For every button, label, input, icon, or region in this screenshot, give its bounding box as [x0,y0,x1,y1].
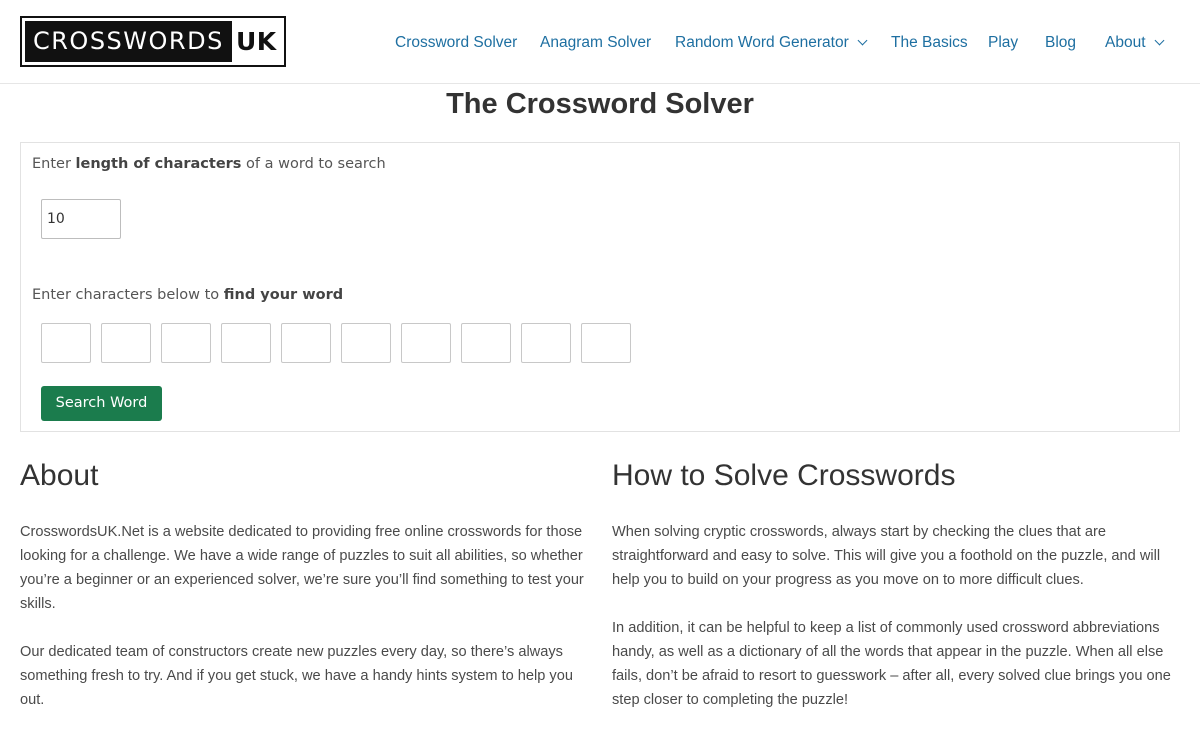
char-input-6[interactable] [341,323,391,363]
char-input-3[interactable] [161,323,211,363]
logo-suffix: UK [236,27,277,56]
char-input-1[interactable] [41,323,91,363]
how-to-section [612,458,1182,708]
about-section [20,458,590,708]
character-inputs [41,323,641,363]
nav-blog[interactable]: Blog [1045,34,1077,51]
nav-random-word-generator[interactable]: Random Word Generator [675,32,866,54]
search-word-button[interactable]: Search Word [41,386,162,421]
about-heading: About [20,459,99,492]
main-nav [380,0,1180,84]
word-length-input[interactable] [41,199,121,239]
nav-play[interactable]: Play [988,34,1019,51]
how-to-heading: How to Solve Crosswords [612,459,956,492]
site-header [0,0,1200,84]
length-label: Enter length of characters of a word to search [32,156,386,172]
char-input-4[interactable] [221,323,271,363]
about-paragraph: CrosswordsUK.Net is a website dedicated to providing free online crosswords for those looking for a challenge. We have a wide range of puzzles to suit all abilities, so whether you’re a beginner or an experienced solver, we’re sure you’ll find something to test your skills. [20,524,584,612]
nav-anagram-solver[interactable]: Anagram Solver [540,34,652,51]
characters-label: Enter characters below to find your word [32,287,344,303]
crossword-search-form [20,142,1180,432]
char-input-10[interactable] [581,323,631,363]
nav-the-basics[interactable]: The Basics [891,34,968,51]
nav-about[interactable]: About [1105,32,1163,54]
char-input-8[interactable] [461,323,511,363]
how-to-paragraph: In addition, it can be helpful to keep a list of commonly used crossword abbreviations handy, as well as a dictionary of all the words that appear in the puzzle. When all else fails, don’t be afraid to resort to guesswork – after all, every solved clue brings you one step closer to completing the puzzle! [612,620,1171,708]
how-to-paragraph: When solving cryptic crosswords, always start by checking the clues that are straightforward and easy to solve. This will give you a foothold on the puzzle, and will help you to build on your progress as you move on to more difficult clues. [612,524,1161,588]
chevron-down-icon [857,36,867,46]
char-input-9[interactable] [521,323,571,363]
char-input-2[interactable] [101,323,151,363]
page-title: The Crossword Solver [446,88,754,120]
char-input-5[interactable] [281,323,331,363]
logo-text: CROSSWORDS [25,21,232,62]
char-input-7[interactable] [401,323,451,363]
chevron-down-icon [1154,36,1164,46]
nav-crossword-solver[interactable]: Crossword Solver [395,34,518,51]
site-logo[interactable] [20,16,286,67]
about-paragraph: Our dedicated team of constructors create new puzzles every day, so there’s always something fresh to try. And if you get stuck, we have a handy hints system to help you out. [20,644,573,708]
